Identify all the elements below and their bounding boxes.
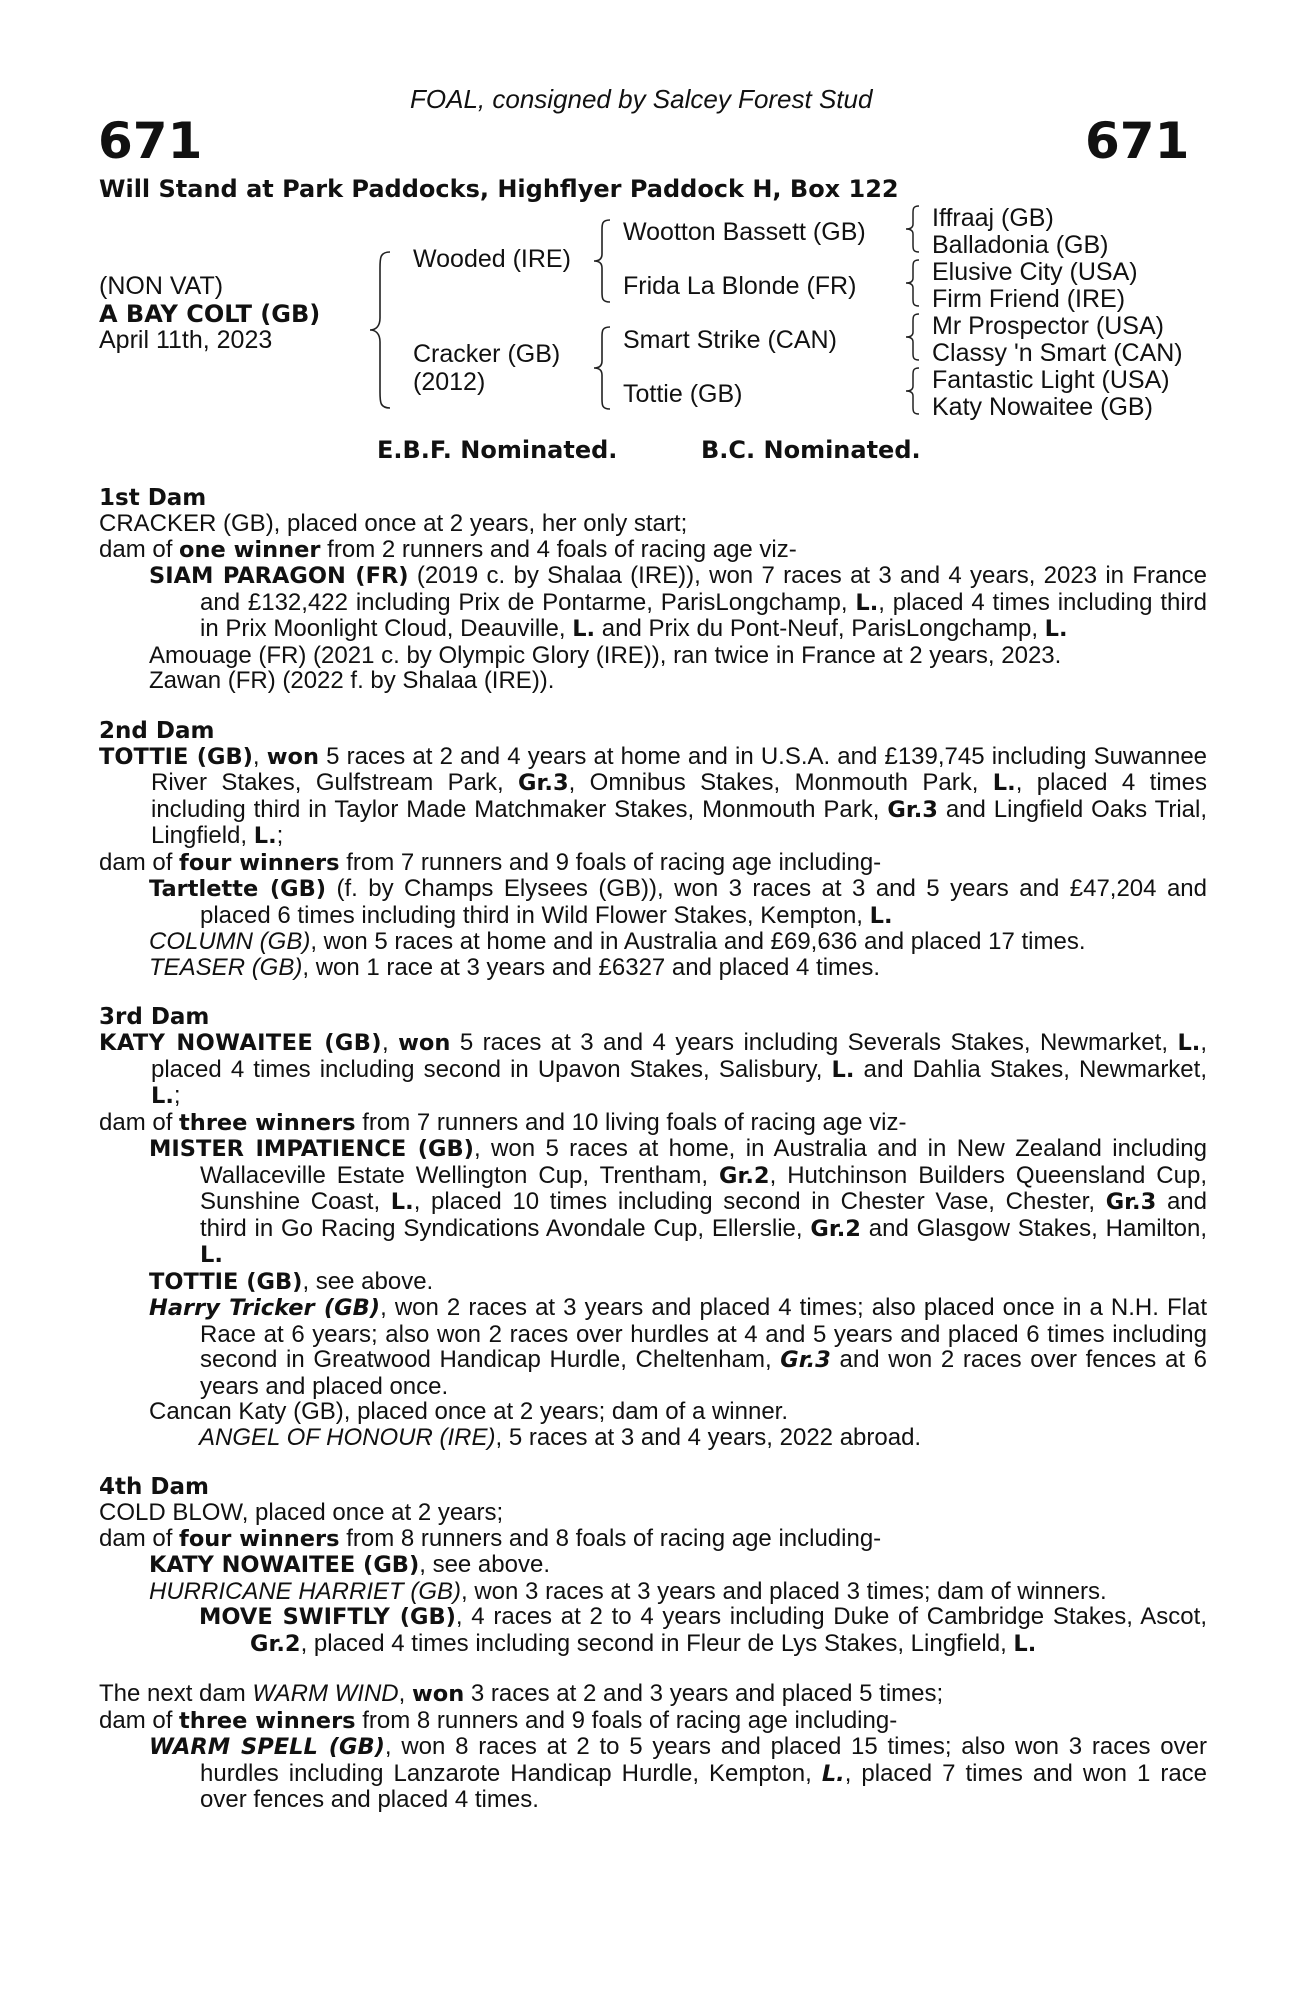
listed-mark: L. bbox=[200, 1242, 223, 1268]
entry-text: , Omnibus Stakes, Monmouth Park, bbox=[568, 769, 993, 796]
fourth-dam-section bbox=[99, 1474, 1207, 1657]
won-label: won bbox=[411, 1681, 465, 1707]
pedigree-brace-ds bbox=[904, 312, 924, 362]
listed-mark: L. bbox=[992, 770, 1016, 796]
pedigree-g3-7: Fantastic Light (USA) bbox=[932, 366, 1170, 394]
entry-text: 5 races at 3 and 4 years including Severals Stakes, Newmarket, bbox=[450, 1029, 1178, 1056]
entry-text: and Prix du Pont-Neuf, ParisLongchamp, bbox=[595, 615, 1045, 642]
second-dam-entry bbox=[99, 929, 1207, 955]
entry-text: and third in Go Racing Syndications Avondale Cup, Ellerslie, bbox=[200, 1188, 1207, 1242]
horse-name: SIAM PARAGON (FR) bbox=[149, 563, 409, 589]
entry-text: and Lingfield Oaks Trial, Lingfield, bbox=[151, 795, 1208, 849]
entry-text: The next dam bbox=[99, 1680, 253, 1707]
first-dam-entry: Zawan (FR) (2022 f. by Shalaa (IRE)). bbox=[149, 667, 555, 694]
entry-text: , won 5 races at home and in Australia and £69,636 and placed 17 times. bbox=[310, 928, 1086, 955]
pedigree-sire: Wooded (IRE) bbox=[413, 245, 571, 273]
entry-text: , see above. bbox=[419, 1551, 550, 1578]
listed-mark: L. bbox=[151, 1083, 174, 1109]
entry-text: and Glasgow Stakes, Hamilton, bbox=[860, 1214, 1208, 1242]
third-dam-record bbox=[99, 1030, 1207, 1110]
entry-text: 5 races at 2 and 4 years at home and in U.S.A. and £139,745 including Suwannee River Stakes, Gulfstream Park, bbox=[151, 742, 1208, 796]
horse-name: A BAY COLT (GB) bbox=[99, 300, 321, 328]
listed-mark: L. bbox=[1044, 616, 1068, 642]
pedigree-dam-sire: Smart Strike (CAN) bbox=[623, 326, 837, 354]
second-dam-record bbox=[99, 744, 1207, 850]
listed-mark: L. bbox=[1177, 1030, 1201, 1056]
second-dam-produce bbox=[99, 850, 1207, 877]
next-dam-entry bbox=[99, 1734, 1207, 1813]
third-dam-section bbox=[99, 1004, 1207, 1450]
produce-text: dam of bbox=[99, 535, 180, 563]
horse-name: MISTER IMPATIENCE (GB) bbox=[149, 1136, 474, 1162]
produce-winners: four winners bbox=[179, 849, 340, 876]
entry-text: , see above. bbox=[302, 1267, 434, 1295]
pedigree-g3-2: Balladonia (GB) bbox=[932, 231, 1109, 259]
produce-winners: one winner bbox=[179, 536, 321, 563]
produce-winners: four winners bbox=[179, 1525, 340, 1552]
produce-winners: three winners bbox=[179, 1109, 356, 1136]
fourth-dam-produce bbox=[99, 1526, 1207, 1553]
entry-text: , 4 races at 2 to 4 years including Duke of Cambridge Stakes, Ascot, bbox=[455, 1603, 1207, 1630]
produce-text: from 7 runners and 9 foals of racing age including- bbox=[339, 848, 882, 876]
horse-name: COLUMN (GB) bbox=[149, 928, 311, 955]
third-dam-entry bbox=[99, 1136, 1207, 1269]
horse-name: TOTTIE (GB) bbox=[149, 1268, 303, 1295]
group-mark: Gr.3 bbox=[1105, 1189, 1157, 1215]
pedigree-g3-8: Katy Nowaitee (GB) bbox=[932, 393, 1153, 421]
group-mark: Gr.2 bbox=[250, 1630, 301, 1657]
first-dam-record: CRACKER (GB), placed once at 2 years, her only start; bbox=[99, 510, 688, 537]
fourth-dam-heading: 4th Dam bbox=[99, 1474, 209, 1500]
second-dam-entry bbox=[99, 876, 1207, 929]
fourth-dam-entry bbox=[99, 1579, 1207, 1605]
next-dam-record bbox=[99, 1681, 1207, 1708]
entry-text: , bbox=[382, 1029, 399, 1056]
third-dam-entry: Cancan Katy (GB), placed once at 2 years; dam of a winner. bbox=[149, 1398, 788, 1425]
won-label: won bbox=[398, 1030, 451, 1056]
ebf-nomination: E.B.F. Nominated. bbox=[377, 436, 618, 464]
listed-mark: L. bbox=[831, 1056, 855, 1083]
pedigree-dam-year: (2012) bbox=[413, 368, 486, 396]
second-dam-entry bbox=[99, 955, 1207, 981]
first-dam-entry bbox=[99, 563, 1207, 643]
pedigree-dam-dam: Tottie (GB) bbox=[623, 380, 743, 408]
lot-number-right: 671 bbox=[1085, 112, 1190, 170]
produce-text: from 8 runners and 9 foals of racing age including- bbox=[355, 1706, 898, 1734]
entry-text: 3 races at 2 and 3 years and placed 5 times; bbox=[464, 1680, 944, 1707]
entry-text: , won 8 races at 2 to 5 years and placed 15 times; also won 3 races over hurdles including Lanzarote Handicap Hurdle, Kempton, bbox=[200, 1733, 1207, 1787]
horse-name: MOVE SWIFTLY (GB) bbox=[199, 1604, 456, 1630]
second-dam-section bbox=[99, 718, 1207, 981]
entry-text: and Dahlia Stakes, Newmarket, bbox=[854, 1055, 1207, 1083]
listed-mark: L. bbox=[869, 902, 893, 929]
pedigree-g3-4: Firm Friend (IRE) bbox=[932, 285, 1126, 313]
stand-location: Will Stand at Park Paddocks, Highflyer Paddock H, Box 122 bbox=[99, 175, 899, 203]
produce-text: from 2 runners and 4 foals of racing age viz- bbox=[320, 535, 797, 563]
pedigree-brace-ss bbox=[904, 204, 924, 254]
third-dam-heading: 3rd Dam bbox=[99, 1004, 210, 1030]
listed-mark: L. bbox=[1013, 1630, 1037, 1657]
fourth-dam-subentry bbox=[99, 1604, 1207, 1657]
entry-text: , placed 4 times including third in Taylor Made Matchmaker Stakes, Monmouth Park, bbox=[151, 769, 1207, 823]
produce-text: dam of bbox=[99, 1706, 180, 1734]
third-dam-produce bbox=[99, 1110, 1207, 1137]
group-mark: Gr.3 bbox=[780, 1347, 831, 1373]
foaling-date: April 11th, 2023 bbox=[99, 326, 273, 354]
entry-text: , won 3 races at 3 years and placed 3 times; dam of winners. bbox=[461, 1577, 1107, 1605]
group-mark: Gr.2 bbox=[719, 1162, 770, 1189]
entry-text: (f. by Champs Elysees (GB)), won 3 races at 3 and 5 years and £47,204 and placed 6 times including third in Wild Flower Stakes, Kempton, bbox=[200, 875, 1207, 929]
catalogue-body bbox=[99, 485, 1207, 1837]
pedigree-dam: Cracker (GB) bbox=[413, 340, 561, 368]
horse-name: KATY NOWAITEE (GB) bbox=[149, 1552, 420, 1578]
entry-text: , placed 4 times including second in Upavon Stakes, Salisbury, bbox=[151, 1029, 1207, 1083]
produce-text: from 7 runners and 10 living foals of racing age viz- bbox=[355, 1108, 907, 1136]
first-dam-heading: 1st Dam bbox=[99, 485, 207, 511]
entry-text: (2019 c. by Shalaa (IRE)), won 7 races at 3 and 4 years, 2023 in France and £132,422 including Prix de Pontarme, ParisLongchamp, bbox=[200, 562, 1208, 616]
horse-name: WARM WIND bbox=[252, 1680, 399, 1707]
entry-text: ; bbox=[276, 822, 284, 849]
pedigree-brace-dam bbox=[592, 325, 616, 411]
fourth-dam-entry bbox=[99, 1552, 1207, 1579]
vat-status: (NON VAT) bbox=[99, 272, 224, 300]
pedigree-brace-dd bbox=[904, 366, 924, 416]
pedigree-g3-5: Mr Prospector (USA) bbox=[932, 312, 1164, 340]
horse-name: ANGEL OF HONOUR (IRE) bbox=[199, 1423, 496, 1451]
next-dam-section bbox=[99, 1681, 1207, 1813]
entry-text: , placed 10 times including second in Chester Vase, Chester, bbox=[413, 1188, 1106, 1215]
entry-text: and won 2 races over fences at 6 years and placed once. bbox=[200, 1346, 1207, 1400]
entry-text: , bbox=[398, 1680, 412, 1707]
catalogue-subtitle: FOAL, consigned by Salcey Forest Stud bbox=[410, 84, 873, 114]
pedigree-brace-sire bbox=[592, 218, 616, 304]
won-label: won bbox=[266, 743, 319, 770]
pedigree-g3-6: Classy 'n Smart (CAN) bbox=[932, 339, 1183, 367]
horse-name: TOTTIE (GB) bbox=[99, 743, 253, 770]
listed-mark: L. bbox=[253, 823, 277, 849]
pedigree-sire-sire: Wootton Bassett (GB) bbox=[623, 218, 866, 246]
listed-mark: L. bbox=[821, 1760, 845, 1787]
horse-name: Tartlette (GB) bbox=[149, 876, 327, 902]
first-dam-produce bbox=[99, 537, 1207, 564]
pedigree-brace-main bbox=[368, 250, 398, 410]
listed-mark: L. bbox=[572, 616, 596, 642]
pedigree-sire-dam: Frida La Blonde (FR) bbox=[623, 272, 857, 300]
entry-text: , placed 4 times including second in Fleur de Lys Stakes, Lingfield, bbox=[300, 1629, 1014, 1657]
next-dam-produce bbox=[99, 1708, 1207, 1735]
pedigree-g3-1: Iffraaj (GB) bbox=[932, 204, 1054, 232]
produce-text: dam of bbox=[99, 1524, 180, 1552]
produce-text: dam of bbox=[99, 1108, 180, 1136]
first-dam-section bbox=[99, 485, 1207, 694]
horse-name: Harry Tricker (GB) bbox=[149, 1295, 381, 1321]
entry-text: , won 1 race at 3 years and £6327 and placed 4 times. bbox=[302, 953, 881, 981]
second-dam-heading: 2nd Dam bbox=[99, 717, 215, 744]
entry-text: , bbox=[252, 742, 267, 770]
produce-text: from 8 runners and 8 foals of racing age including- bbox=[339, 1524, 882, 1552]
listed-mark: L. bbox=[855, 589, 879, 616]
horse-name: HURRICANE HARRIET (GB) bbox=[149, 1577, 462, 1605]
bc-nomination: B.C. Nominated. bbox=[701, 436, 921, 464]
group-mark: Gr.3 bbox=[887, 796, 938, 823]
entry-text: , 5 races at 3 and 4 years, 2022 abroad. bbox=[495, 1423, 922, 1451]
produce-winners: three winners bbox=[179, 1707, 356, 1734]
third-dam-entry bbox=[99, 1269, 1207, 1296]
entry-text: , placed 7 times and won 1 race over fences and placed 4 times. bbox=[200, 1759, 1208, 1813]
entry-text: , won 5 races at home, in Australia and in New Zealand including Wallaceville Estate Wellington Cup, Trentham, bbox=[200, 1135, 1207, 1189]
third-dam-subentry bbox=[99, 1425, 1207, 1451]
horse-name: TEASER (GB) bbox=[149, 953, 303, 981]
entry-text: , placed 4 times including third in Prix Moonlight Cloud, Deauville, bbox=[200, 588, 1208, 642]
group-mark: Gr.2 bbox=[810, 1215, 861, 1242]
pedigree-g3-3: Elusive City (USA) bbox=[932, 258, 1138, 286]
fourth-dam-record: COLD BLOW, placed once at 2 years; bbox=[99, 1499, 504, 1526]
group-mark: Gr.3 bbox=[518, 770, 569, 796]
entry-text: , won 2 races at 3 years and placed 4 times; also placed once in a N.H. Flat Race at 6 years; also won 2 races over hurdles at 4 and 5 years and placed 6 times including second in Greatwood Handicap Hurdle, Cheltenham, bbox=[200, 1294, 1208, 1373]
pedigree-brace-sd bbox=[904, 258, 924, 308]
horse-name: KATY NOWAITEE (GB) bbox=[99, 1030, 382, 1056]
entry-text: , Hutchinson Builders Queensland Cup, Sunshine Coast, bbox=[200, 1161, 1207, 1215]
entry-text: ; bbox=[173, 1082, 181, 1109]
first-dam-entry: Amouage (FR) (2021 c. by Olympic Glory (IRE)), ran twice in France at 2 years, 2023. bbox=[149, 641, 1062, 669]
horse-name: WARM SPELL (GB) bbox=[149, 1734, 385, 1760]
listed-mark: L. bbox=[390, 1189, 414, 1215]
lot-number-left: 671 bbox=[98, 112, 203, 170]
produce-text: dam of bbox=[99, 848, 180, 876]
third-dam-entry bbox=[99, 1295, 1207, 1399]
